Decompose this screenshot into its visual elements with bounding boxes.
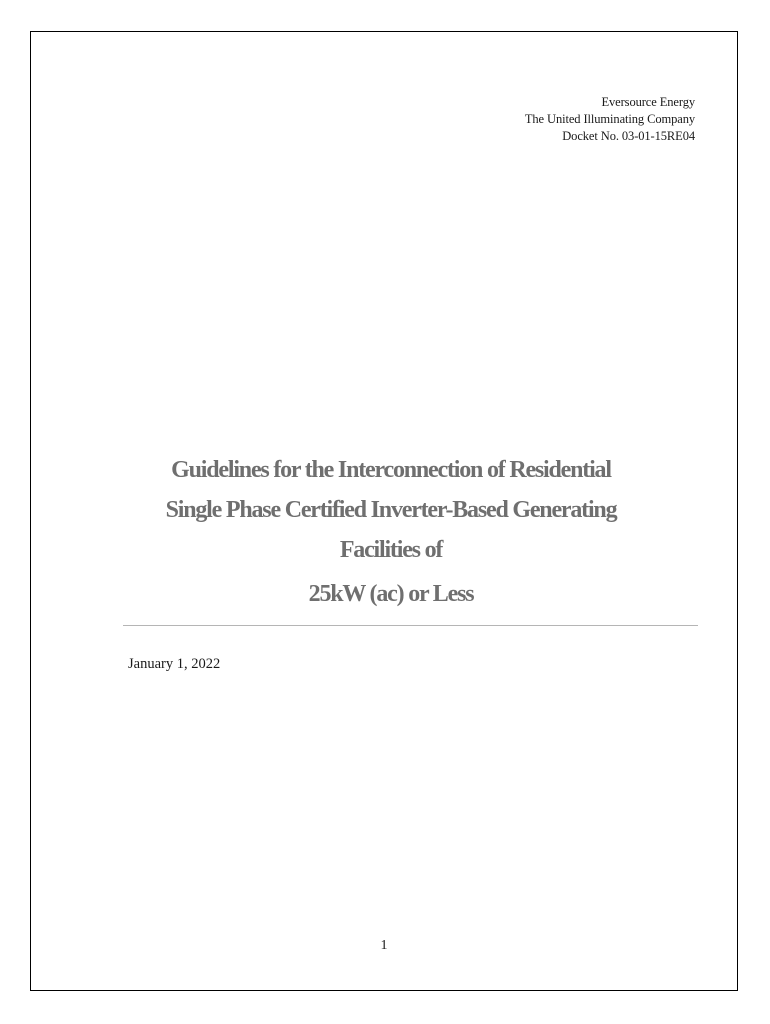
title-divider [123, 625, 698, 626]
document-page [30, 31, 738, 991]
title-line-3: Facilities of [339, 537, 443, 563]
document-title [111, 450, 671, 614]
page-number: 1 [380, 938, 388, 953]
header-company: Eversource Energy [601, 95, 695, 109]
document-date: January 1, 2022 [128, 656, 221, 672]
header-docket: Docket No. 03-01-15RE04 [562, 129, 695, 143]
title-line-4: 25kW (ac) or Less [308, 581, 474, 607]
title-line-1: Guidelines for the Interconnection of Residential [171, 457, 611, 483]
title-line-2: Single Phase Certified Inverter-Based Generating [165, 497, 617, 523]
header-block [525, 94, 695, 145]
header-subsidiary: The United Illuminating Company [524, 112, 695, 126]
